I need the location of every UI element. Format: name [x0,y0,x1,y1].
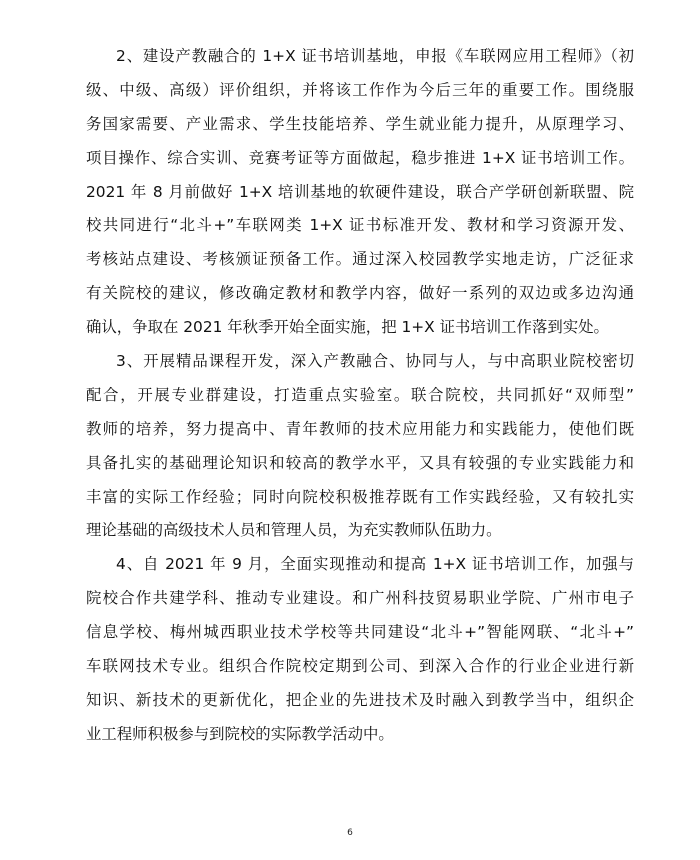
text-line: 级、中级、高级）评价组织，并将该工作作为今后三年的重要工作。围绕服 [86,80,634,99]
text-line: 具备扎实的基础理论知识和较高的教学水平，又具有较强的专业实践能力和 [86,453,634,472]
text-line: 考核站点建设、考核颁证预备工作。通过深入校园教学实地走访，广泛征求 [86,250,634,269]
document-body [86,40,634,752]
text-line: 理论基础的高级技术人员和管理人员，为充实教师队伍助力。 [86,521,502,540]
text-line: 4、自 2021 年 9 月，全面实现推动和提高 1+X 证书培训工作，加强与 [116,555,634,574]
text-line: 有关院校的建议，修改确定教材和教学内容，做好一系列的双边或多边沟通 [86,284,634,303]
text-line: 车联网技术专业。组织合作院校定期到公司、到深入合作的行业企业进行新 [86,657,634,676]
text-line: 丰富的实际工作经验；同时向院校积极推荐既有工作实践经验，又有较扎实 [86,487,634,506]
text-line: 教师的培养，努力提高中、青年教师的技术应用能力和实践能力，使他们既 [86,419,634,438]
text-line: 项目操作、综合实训、竞赛考证等方面做起，稳步推进 1+X 证书培训工作。 [86,148,634,167]
text-line: 校共同进行“北斗+”车联网类 1+X 证书标准开发、教材和学习资源开发、 [86,216,634,235]
page-number: 6 [347,828,353,838]
text-line: 业工程师积极参与到院校的实际教学活动中。 [86,724,394,743]
paragraph-4 [86,548,634,751]
paragraph-3 [86,345,634,548]
text-line: 3、开展精品课程开发，深入产教融合、协同与人，与中高职业院校密切 [116,352,634,371]
text-line: 务国家需要、产业需求、学生技能培养、学生就业能力提升，从原理学习、 [86,114,634,133]
text-line: 2、建设产教融合的 1+X 证书培训基地，申报《车联网应用工程师》（初 [116,47,634,65]
text-line: 信息学校、梅州城西职业技术学校等共同建设“北斗+”智能网联、“北斗+” [86,623,634,642]
paragraph-2 [86,40,634,345]
text-line: 配合，开展专业群建设，打造重点实验室。联合院校，共同抓好“双师型” [86,385,634,404]
text-line: 知识、新技术的更新优化，把企业的先进技术及时融入到教学当中，组织企 [86,690,634,709]
text-line: 2021 年 8 月前做好 1+X 培训基地的软硬件建设，联合产学研创新联盟、院 [86,182,634,201]
text-line: 院校合作共建学科、推动专业建设。和广州科技贸易职业学院、广州市电子 [86,589,634,608]
text-line: 确认，争取在 2021 年秋季开始全面实施，把 1+X 证书培训工作落到实处。 [86,318,609,337]
